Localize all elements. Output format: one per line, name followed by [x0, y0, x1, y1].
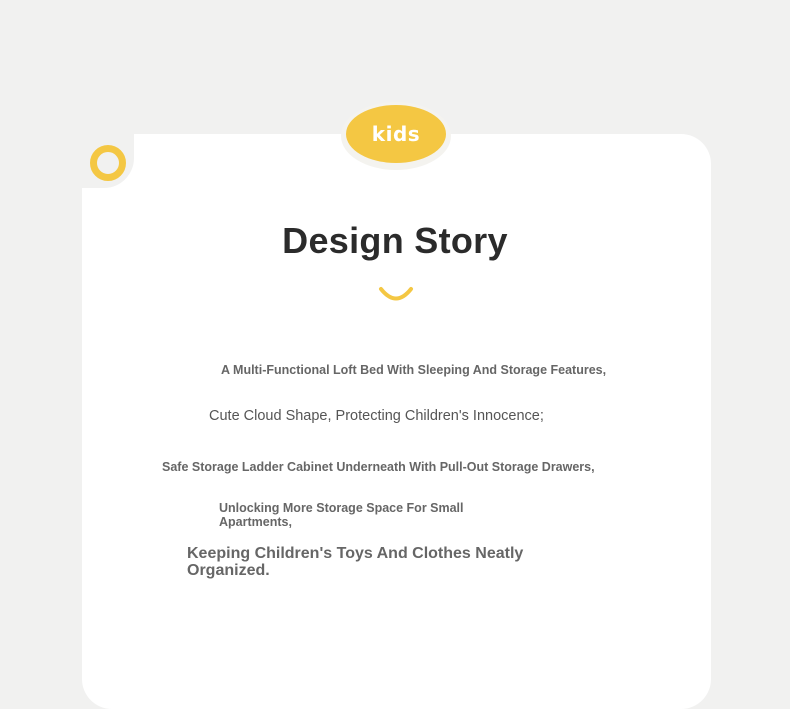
story-line-2: Cute Cloud Shape, Protecting Children's Innocence;: [209, 408, 544, 424]
kids-badge: [346, 105, 446, 163]
story-line-1: A Multi-Functional Loft Bed With Sleeping And Storage Features,: [221, 363, 607, 377]
story-line-5: Keeping Children's Toys And Clothes Neatly Organized.: [187, 545, 524, 579]
ring-icon: [90, 145, 126, 181]
story-line-3: Safe Storage Ladder Cabinet Underneath With Pull-Out Storage Drawers,: [162, 460, 595, 474]
smile-icon: [378, 286, 414, 302]
story-line-4: Unlocking More Storage Space For Small Apartments,: [219, 501, 464, 529]
kids-badge-label: kids: [371, 122, 421, 146]
page-title: Design Story: [282, 220, 508, 261]
